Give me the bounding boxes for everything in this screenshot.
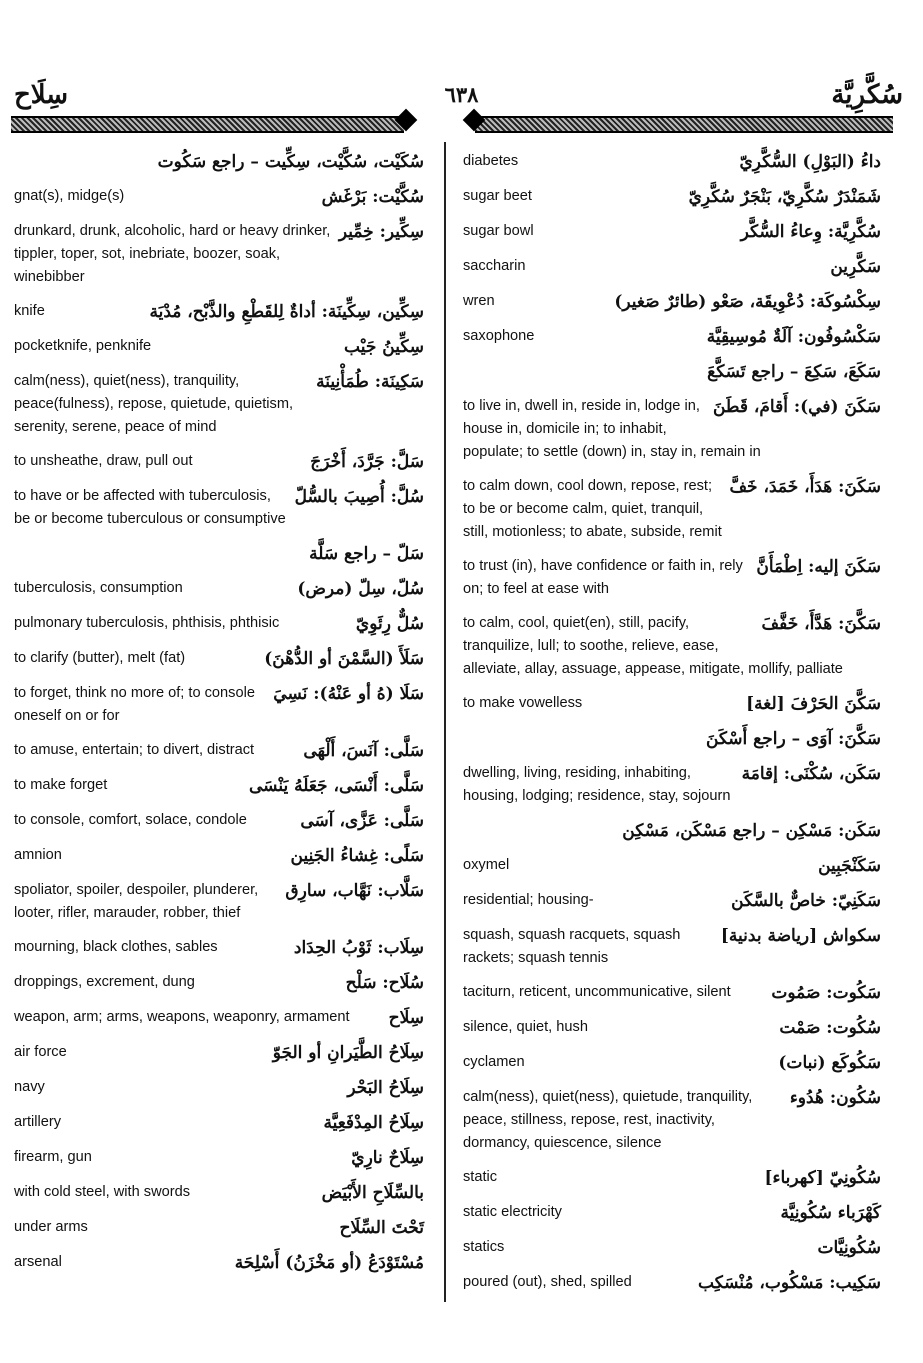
entry-english-translation: drunkard, drunk, alcoholic, hard or heavy drinker, tippler, toper, sot, inebriate, boozer, soak, winebibber — [14, 223, 331, 285]
dictionary-entry — [463, 924, 881, 970]
entry-arabic-headword: سِلَاحٌ نارِيّ — [351, 1148, 424, 1168]
entry-english-translation: to calm down, cool down, repose, rest; to be or become calm, quiet, tranquil, still, motionless; to abate, subside, remit — [463, 478, 722, 540]
dictionary-entry — [463, 325, 881, 349]
entry-arabic-headword: سُكُونِيّ [كهرباء] — [764, 1168, 881, 1188]
entry-english-translation: artillery — [14, 1114, 62, 1130]
column-divider — [444, 142, 446, 1302]
entry-english-translation: knife — [14, 303, 45, 319]
entry-arabic-headword: سكواش [رياضة بدنية] — [720, 926, 881, 946]
dictionary-entry — [463, 1236, 881, 1260]
entry-arabic-headword: سُلٌّ رِئَوِيّ — [355, 614, 424, 634]
dictionary-entry — [463, 1016, 881, 1040]
entry-arabic-headword: سَكَن، سُكْنَى: إقامَة — [741, 764, 881, 784]
dictionary-entry — [14, 1251, 424, 1275]
entry-arabic-headword: سِلَاحُ البَحْر — [347, 1078, 424, 1098]
dictionary-entry — [14, 485, 424, 531]
dictionary-entry — [14, 1181, 424, 1205]
entry-arabic-headword: بالسِّلَاحِ الأَبْيَض — [321, 1183, 424, 1203]
entry-english-translation: with cold steel, with swords — [14, 1184, 191, 1200]
dictionary-entry — [463, 150, 881, 174]
dictionary-entry — [463, 692, 881, 716]
entry-english-translation: silence, quiet, hush — [463, 1019, 588, 1035]
entry-arabic-headword: سَكَّنَ: هَدَّأَ، خَفَّفَ — [761, 614, 881, 634]
dictionary-entry — [463, 290, 881, 314]
entry-arabic-headword: سُكُون: هُدُوء — [789, 1088, 881, 1108]
entry-arabic-headword: سَكَنْجَبِين — [818, 856, 881, 876]
entry-arabic-headword: سُكَيْت، سُكَّيْت، سِكِّيت – راجع سَكُوت — [157, 152, 424, 172]
header-rule-right — [475, 116, 893, 133]
entry-english-translation: cyclamen — [463, 1054, 525, 1070]
dictionary-entry — [14, 971, 424, 995]
entry-english-translation: sugar bowl — [463, 223, 534, 239]
entry-english-translation: calm(ness), quiet(ness), tranquility, peace(fulness), repose, quietude, quietism, serenity, serene, peace of mind — [14, 373, 294, 435]
entry-arabic-headword: شَمَنْدَرٌ سُكَّرِيّ، بَنْجَرٌ سُكَّرِيّ — [688, 187, 881, 207]
dictionary-entry — [14, 1041, 424, 1065]
entry-arabic-headword: سَلَّ: جَرَّدَ، أَخْرَجَ — [310, 452, 424, 472]
entry-arabic-headword: سَكَنَ إليه: اِطْمَأَنَّ — [756, 557, 881, 577]
entry-arabic-headword: سَكَعَ، سَكِعَ – راجع تَسَكَّعَ — [707, 362, 881, 382]
entry-english-translation: dwelling, living, residing, inhabiting, housing, lodging; residence, stay, sojourn — [463, 765, 731, 804]
entry-english-translation: amnion — [14, 847, 62, 863]
dictionary-entry — [463, 762, 881, 808]
entry-arabic-headword: سَكَنَ (في): أَقامَ، قَطَنَ — [712, 397, 881, 417]
entry-english-translation: pulmonary tuberculosis, phthisis, phthisic — [14, 615, 280, 631]
entry-arabic-headword: سَلَّى: أَنْسَى، جَعَلَهُ يَنْسَى — [249, 776, 424, 796]
entry-english-translation: saccharin — [463, 258, 526, 274]
entry-arabic-headword: داءُ (البَوْلِ) السُّكَّرِيّ — [739, 152, 881, 172]
dictionary-entry — [463, 981, 881, 1005]
entry-english-translation: wren — [463, 293, 495, 309]
entry-arabic-headword: سَكْسُوفُون: آلَةٌ مُوسِيقِيَّة — [706, 327, 881, 347]
entry-arabic-headword: سُلّ، سِلّ (مرض) — [297, 579, 424, 599]
entry-english-translation: to live in, dwell in, reside in, lodge in, house in, domicile in; to inhabit, populate; to settle (down) in, stay in, remain in — [463, 398, 761, 460]
entry-arabic-headword: سَكَنِيّ: خاصٌّ بالسَّكَن — [731, 891, 881, 911]
dictionary-entry — [14, 220, 424, 289]
entry-arabic-headword: سَكَّرِين — [830, 257, 881, 277]
entry-arabic-headword: سِكِّينُ جَيْب — [344, 337, 424, 357]
entry-arabic-headword: سَكُوكَع (نبات) — [778, 1053, 881, 1073]
dictionary-entry — [14, 879, 424, 925]
entry-english-translation: pocketknife, penknife — [14, 338, 152, 354]
dictionary-entry — [463, 185, 881, 209]
entry-english-translation: calm(ness), quiet(ness), quietude, tranquility, peace, stillness, repose, rest, inactivity, dormancy, quiescence, silence — [463, 1089, 753, 1151]
dictionary-entry — [14, 936, 424, 960]
dictionary-entry — [14, 335, 424, 359]
entry-arabic-headword: سَلَّى: عَزَّى، آسَى — [300, 811, 424, 831]
dictionary-entry — [463, 475, 881, 544]
entry-english-translation: statics — [463, 1239, 505, 1255]
dictionary-entry — [14, 450, 424, 474]
dictionary-entry — [14, 1111, 424, 1135]
entry-english-translation: to have or be affected with tuberculosis, be or become tuberculous or consumptive — [14, 488, 286, 527]
page-number: ٦٣٨ — [444, 82, 479, 107]
entry-arabic-headword: سِلَاحُ المِدْفَعِيَّة — [323, 1113, 424, 1133]
dictionary-entry — [463, 360, 881, 384]
dictionary-entry — [14, 1216, 424, 1240]
header-right-word: سُكَّرِيَّة — [831, 80, 903, 110]
dictionary-entry — [463, 889, 881, 913]
dictionary-entry — [14, 300, 424, 324]
entry-arabic-headword: سَلَّاب: نَهَّاب، سارِق — [285, 881, 424, 901]
dictionary-entry — [14, 1006, 424, 1030]
entry-arabic-headword: سَكِينَة: طُمَأْنِينَة — [316, 372, 424, 392]
entry-arabic-headword: سِلَاح — [388, 1008, 424, 1028]
dictionary-entry — [14, 185, 424, 209]
entry-english-translation: gnat(s), midge(s) — [14, 188, 125, 204]
entry-english-translation: taciturn, reticent, uncommunicative, silent — [463, 984, 731, 1000]
entry-arabic-headword: سِلَاحُ الطَّيَرانِ أو الجَوّ — [272, 1043, 424, 1063]
dictionary-entry — [463, 1166, 881, 1190]
entry-arabic-headword: سَكَّنَ: آوَى – راجع أَسْكَنَ — [705, 729, 881, 749]
entry-arabic-headword: سُلَاح: سَلْح — [345, 973, 424, 993]
entry-english-translation: spoliator, spoiler, despoiler, plunderer, looter, rifler, marauder, robber, thief — [14, 882, 259, 921]
entry-english-translation: static electricity — [463, 1204, 562, 1220]
entry-english-translation: oxymel — [463, 857, 510, 873]
entry-arabic-headword: مُسْتَوْدَعُ (أو مَخْزَنُ) أَسْلِحَة — [234, 1253, 424, 1273]
dictionary-entry — [14, 809, 424, 833]
dictionary-entry — [14, 542, 424, 566]
dictionary-entry — [463, 1271, 881, 1295]
entry-english-translation: to trust (in), have confidence or faith in, rely on; to feel at ease with — [463, 558, 743, 597]
entry-english-translation: poured (out), shed, spilled — [463, 1274, 632, 1290]
dictionary-entry — [463, 1201, 881, 1225]
entry-arabic-headword: سَكُوت: صَمُوت — [771, 983, 881, 1003]
dictionary-entry — [14, 612, 424, 636]
entry-english-translation: to calm, cool, quiet(en), still, pacify, tranquilize, lull; to soothe, relieve, ease, alleviate, allay, assuage, appease, mitigate, mollify, palliate — [463, 615, 843, 677]
entry-english-translation: residential; housing- — [463, 892, 594, 908]
entry-english-translation: to amuse, entertain; to divert, distract — [14, 742, 255, 758]
dictionary-entry — [14, 647, 424, 671]
entry-english-translation: diabetes — [463, 153, 519, 169]
entry-arabic-headword: سِكِّين، سِكِّينَة: أداةٌ لِلقَطْعِ والذَّبْح، مُدْيَة — [149, 302, 424, 322]
entry-arabic-headword: سِكِّير: خِمِّير — [338, 222, 424, 242]
dictionary-entry — [463, 854, 881, 878]
entry-arabic-headword: سُكَّرِيَّة: وِعاءُ السُّكَّر — [740, 222, 881, 242]
entry-arabic-headword: سَلّ – راجع سَلَّة — [309, 544, 424, 564]
dictionary-entry — [14, 1076, 424, 1100]
dictionary-entry — [14, 370, 424, 439]
entry-arabic-headword: سَلًى: غِشاءُ الجَنِين — [290, 846, 424, 866]
entry-english-translation: navy — [14, 1079, 45, 1095]
entry-arabic-headword: سَكَّنَ الحَرْفَ [لغة] — [746, 694, 881, 714]
entry-arabic-headword: سَكِيب: مَسْكُوب، مُنْسَكِب — [698, 1273, 881, 1293]
entry-english-translation: static — [463, 1169, 498, 1185]
entry-english-translation: sugar beet — [463, 188, 532, 204]
entry-arabic-headword: سَكَن: مَسْكِن – راجع مَسْكَن، مَسْكِن — [622, 821, 881, 841]
entry-arabic-headword: تَحْتَ السِّلَاح — [339, 1218, 424, 1238]
entry-english-translation: saxophone — [463, 328, 535, 344]
entry-arabic-headword: كَهْرَباء سُكُونِيَّة — [780, 1203, 881, 1223]
entry-arabic-headword: سُكُونِيَّات — [817, 1238, 881, 1258]
left-column — [14, 150, 424, 1286]
entry-arabic-headword: سَلَّى: آنَسَ، أَلْهَى — [303, 741, 424, 761]
entry-english-translation: to unsheathe, draw, pull out — [14, 453, 193, 469]
entry-english-translation: droppings, excrement, dung — [14, 974, 195, 990]
entry-arabic-headword: سُلَّ: أُصِيبَ بالسُّلّ — [294, 487, 424, 507]
entry-english-translation: firearm, gun — [14, 1149, 92, 1165]
dictionary-entry — [463, 395, 881, 464]
entry-english-translation: to make vowelless — [463, 695, 583, 711]
dictionary-entry — [463, 727, 881, 751]
dictionary-entry — [14, 774, 424, 798]
entry-english-translation: tuberculosis, consumption — [14, 580, 183, 596]
entry-arabic-headword: سُكُوت: صَمْت — [779, 1018, 881, 1038]
entry-arabic-headword: سَلَا (هُ أو عَنْهُ): نَسِيَ — [273, 684, 424, 704]
dictionary-entry — [14, 1146, 424, 1170]
dictionary-entry — [463, 1086, 881, 1155]
entry-arabic-headword: سَكَنَ: هَدَأَ، خَمَدَ، خَفَّ — [729, 477, 881, 497]
dictionary-entry — [14, 577, 424, 601]
dictionary-entry — [463, 819, 881, 843]
entry-english-translation: weapon, arm; arms, weapons, weaponry, armament — [14, 1009, 350, 1025]
dictionary-entry — [463, 1051, 881, 1075]
dictionary-entry — [14, 739, 424, 763]
entry-arabic-headword: سَلَأَ (السَّمْنَ أو الدُّهْنَ) — [264, 649, 424, 669]
right-column — [463, 150, 881, 1306]
dictionary-entry — [463, 255, 881, 279]
entry-arabic-headword: سِكْسُوكَة: دُعْوِيقَة، صَعْو (طائرٌ صَغير) — [614, 292, 881, 312]
entry-english-translation: to forget, think no more of; to console oneself on or for — [14, 685, 255, 724]
header-rule-left — [11, 116, 404, 133]
entry-english-translation: squash, squash racquets, squash rackets; squash tennis — [463, 927, 681, 966]
entry-english-translation: arsenal — [14, 1254, 62, 1270]
dictionary-entry — [14, 682, 424, 728]
dictionary-entry — [14, 150, 424, 174]
dictionary-entry — [463, 555, 881, 601]
dictionary-entry — [463, 220, 881, 244]
entry-arabic-headword: سِلَاب: ثَوْبُ الحِدَاد — [293, 938, 424, 958]
entry-english-translation: to console, comfort, solace, condole — [14, 812, 247, 828]
entry-english-translation: air force — [14, 1044, 67, 1060]
entry-english-translation: mourning, black clothes, sables — [14, 939, 218, 955]
entry-arabic-headword: سُكَّيْت: بَرْغَش — [321, 187, 424, 207]
dictionary-entry — [14, 844, 424, 868]
entry-english-translation: to clarify (butter), melt (fat) — [14, 650, 186, 666]
header-left-word: سِلَاح — [14, 80, 69, 110]
dictionary-entry — [463, 612, 881, 681]
entry-english-translation: under arms — [14, 1219, 88, 1235]
entry-english-translation: to make forget — [14, 777, 108, 793]
